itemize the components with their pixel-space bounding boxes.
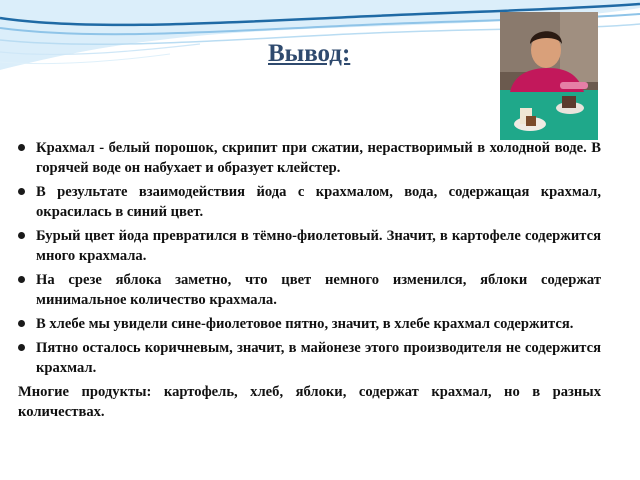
bullet-dot-icon: [18, 232, 25, 239]
list-item: Пятно осталось коричневым, значит, в майонезе этого производителя не содержится крахмал.: [18, 338, 601, 378]
bullet-dot-icon: [18, 188, 25, 195]
conclusion-text: Многие продукты: картофель, хлеб, яблоки, содержат крахмал, но в разных количествах.: [18, 384, 601, 420]
slide-body: [18, 138, 601, 422]
bullet-dot-icon: [18, 276, 25, 283]
list-item: В хлебе мы увидели сине-фиолетовое пятно, значит, в хлебе крахмал содержится.: [18, 314, 601, 334]
bullet-dot-icon: [18, 344, 25, 351]
list-item: На срезе яблока заметно, что цвет немного изменился, яблоки содержат минимальное количество крахмала.: [18, 270, 601, 310]
findings-list: [18, 138, 601, 378]
list-item: В результате взаимодействия йода с крахмалом, вода, содержащая крахмал, окрасилась в синий цвет.: [18, 182, 601, 222]
list-item: Бурый цвет йода превратился в тёмно-фиолетовый. Значит, в картофеле содержится много крахмала.: [18, 226, 601, 266]
list-item: Крахмал - белый порошок, скрипит при сжатии, нерастворимый в холодной воде. В горячей воде он набухает и образует клейстер.: [18, 138, 601, 178]
slide-title: Вывод:: [268, 40, 351, 67]
bullet-dot-icon: [18, 320, 25, 327]
bullet-dot-icon: [18, 144, 25, 151]
experiment-photo: [500, 12, 598, 140]
